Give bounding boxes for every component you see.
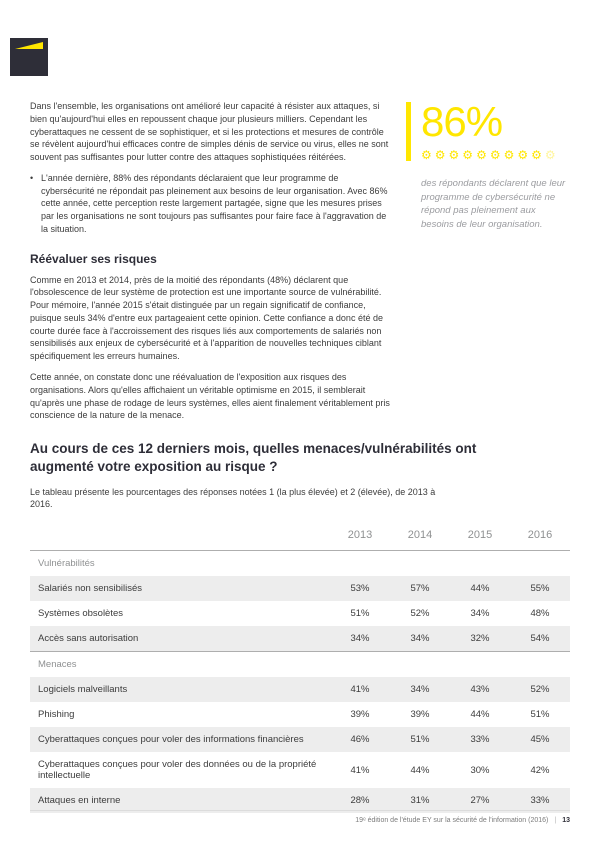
table-row xyxy=(30,677,570,702)
cell-value: 32% xyxy=(470,633,490,645)
table-row xyxy=(30,702,570,727)
cell-value: 41% xyxy=(350,764,370,776)
table-row xyxy=(30,727,570,752)
cell-value: 34% xyxy=(470,608,490,620)
year-header: 2015 xyxy=(467,529,493,542)
page-content xyxy=(30,100,570,813)
gear-icon: ⚙ xyxy=(544,147,559,162)
cell-value: 34% xyxy=(350,633,370,645)
gear-icon: ⚙ xyxy=(421,147,435,162)
question-heading: Au cours de ces 12 derniers mois, quelles menaces/vulnérabilités ont augmenté votre exposition au risque ? xyxy=(30,441,477,474)
stat-icon-row xyxy=(421,149,570,161)
footer-separator: | xyxy=(554,817,557,824)
row-label: Attaques en interne xyxy=(38,795,121,807)
section-label: Menaces xyxy=(30,652,570,678)
cell-value: 31% xyxy=(410,795,430,807)
row-label: Cyberattaques conçues pour voler des données ou de la propriété intellectuelle xyxy=(38,759,317,782)
intro-bullet-item xyxy=(30,172,392,236)
cell-value: 34% xyxy=(410,633,430,645)
table-section-row xyxy=(30,551,570,577)
cell-value: 34% xyxy=(410,684,430,696)
table-intro-text: Le tableau présente les pourcentages des réponses notées 1 (la plus élevée) et 2 (élevée), de 2013 à 2016. xyxy=(30,486,436,510)
intro-paragraph: Dans l'ensemble, les organisations ont amélioré leur capacité à résister aux attaques, si bien qu'aujourd'hui elles en repoussent chaque jour plusieurs milliers. Cependant les cyberattaques ne cessent de se sophistiquer, et si les protections et mesures de contrôle se révèlent aujourd'hui efficaces contre de simples dénis de service ou virus, elles ne sont souvent pas suffisantes pour lutter contre des attaques sophistiquées réitérées. xyxy=(30,101,389,163)
table-header-row xyxy=(30,523,570,551)
cell-value: 30% xyxy=(470,764,490,776)
year-header: 2014 xyxy=(407,529,433,542)
cell-value: 48% xyxy=(530,608,550,620)
table-section-row xyxy=(30,652,570,678)
row-label: Phishing xyxy=(38,709,75,721)
cell-value: 52% xyxy=(530,684,550,696)
intro-bullet-text: L'année dernière, 88% des répondants déclaraient que leur programme de cybersécurité ne répondait pas pleinement aux besoins de leur organisation. Avec 86% cette année, cette perception reste largement partagée, signe que les mesures prises par les organisations ne sont toujours pas suffisantes pour faire face à l'aggravation de la situation. xyxy=(41,172,388,234)
cell-value: 39% xyxy=(410,709,430,721)
gear-icon: ⚙ xyxy=(517,147,532,162)
results-table xyxy=(30,523,570,813)
cell-value: 33% xyxy=(530,795,550,807)
section-title-reevaluer: Réévaluer ses risques xyxy=(30,251,157,266)
page-footer xyxy=(30,810,570,824)
intro-section xyxy=(30,100,570,244)
stat-description: des répondants déclarent que leur programme de cybersécurité ne répond pas pleinement aux besoins de leur organisation. xyxy=(421,177,566,231)
cell-value: 51% xyxy=(530,709,550,721)
cell-value: 43% xyxy=(470,684,490,696)
row-label: Accès sans autorisation xyxy=(38,633,139,645)
footer-text: 19ᵉ édition de l'étude EY sur la sécurité de l'information (2016) xyxy=(355,817,549,824)
cell-value: 51% xyxy=(410,734,430,746)
table-header-empty xyxy=(30,523,330,551)
stat-highlight xyxy=(406,98,570,162)
cell-value: 27% xyxy=(470,795,490,807)
cell-value: 44% xyxy=(470,709,490,721)
cell-value: 45% xyxy=(530,734,550,746)
gear-icon: ⚙ xyxy=(448,147,463,162)
cell-value: 44% xyxy=(470,583,490,595)
ey-logo xyxy=(10,38,48,76)
section1-paragraph-1: Comme en 2013 et 2014, près de la moitié des répondants (48%) déclarent que l'obsolescence de leur système de protection est une importante source de vulnérabilité. Pour mémoire, l'année 2015 s'était distinguée par un regain significatif de confiance, puisque seuls 34% d'entre eux partageaient cette opinion. Cette confiance a donc été de courte durée face à l'accroissement des risques liés aux comportements de salariés non sensibilisés aux enjeux de cybersécurité et à l'apparition de nouvelles techniques ciblant spécifiquement les erreurs humaines. xyxy=(30,274,383,362)
cell-value: 39% xyxy=(350,709,370,721)
cell-value: 28% xyxy=(350,795,370,807)
cell-value: 54% xyxy=(530,633,550,645)
ey-logo-beam-icon xyxy=(15,42,43,49)
gear-icon: ⚙ xyxy=(462,147,477,162)
cell-value: 52% xyxy=(410,608,430,620)
stat-callout xyxy=(406,100,570,244)
section1-paragraph-2: Cette année, on constate donc une réévaluation de l'exposition aux risques des organisations. Alors qu'elles affichaient un véritable optimisme en 2015, il semblerait qu'après une phase de rodage de leurs systèmes, elles aient finalement véritablement pris conscience de la nature de la menace. xyxy=(30,372,390,421)
cell-value: 51% xyxy=(350,608,370,620)
cell-value: 33% xyxy=(470,734,490,746)
page-number: 13 xyxy=(562,817,570,824)
gear-icon: ⚙ xyxy=(503,147,518,162)
gear-icon: ⚙ xyxy=(489,147,504,162)
cell-value: 53% xyxy=(350,583,370,595)
stat-value: 86% xyxy=(421,98,503,145)
intro-text-column xyxy=(30,100,392,244)
section-label: Vulnérabilités xyxy=(30,551,570,577)
cell-value: 42% xyxy=(530,764,550,776)
row-label: Cyberattaques conçues pour voler des informations financières xyxy=(38,734,304,746)
year-header: 2016 xyxy=(527,529,553,542)
gear-icon: ⚙ xyxy=(476,147,490,162)
cell-value: 46% xyxy=(350,734,370,746)
table-row xyxy=(30,576,570,601)
row-label: Logiciels malveillants xyxy=(38,684,128,696)
gear-icon: ⚙ xyxy=(434,147,449,162)
bullet-icon: • xyxy=(30,172,34,183)
year-header: 2013 xyxy=(347,529,373,542)
cell-value: 41% xyxy=(350,684,370,696)
row-label: Salariés non sensibilisés xyxy=(38,583,143,595)
cell-value: 57% xyxy=(410,583,430,595)
gear-icon: ⚙ xyxy=(531,147,545,162)
cell-value: 44% xyxy=(410,764,430,776)
cell-value: 55% xyxy=(530,583,550,595)
table-row xyxy=(30,601,570,626)
table-row xyxy=(30,752,570,788)
table-row xyxy=(30,626,570,652)
row-label: Systèmes obsolètes xyxy=(38,608,124,620)
